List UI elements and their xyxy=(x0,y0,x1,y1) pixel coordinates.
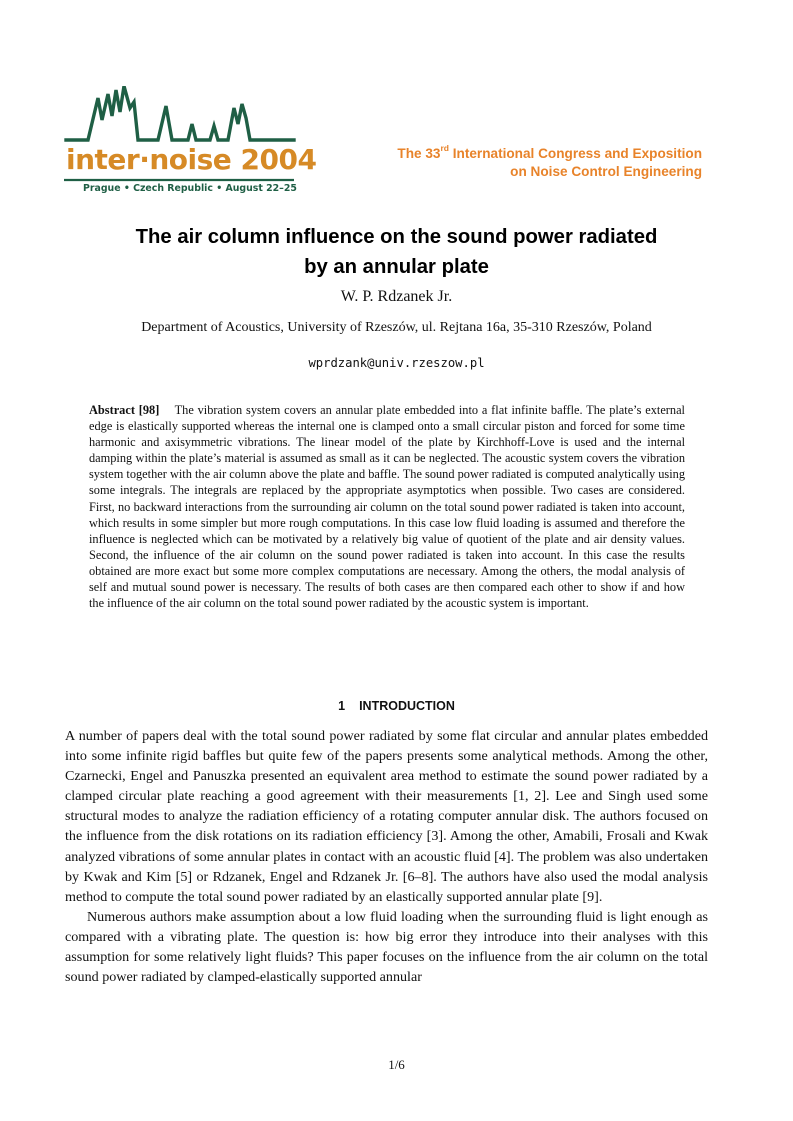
paragraph: A number of papers deal with the total sound power radiated by some flat circular and annular plates embedded into some infinite rigid baffles but quite few of the papers presents some analytical methods. Among the other, Czarnecki, Engel and Panuszka presented an equivalent area method to estimate the sound power radiated by a clamped circular plate reaching a good agreement with their measurements [1, 2]. Lee and Singh used some structural modes to analyze the radiation efficiency of a rotating computer annular disk. The authors focused on the influence from the disk rotations on its radiation efficiency [3]. Among the other, Amabili, Frosali and Kwak analyzed vibrations of some annular plates in contact with an acoustic fluid [4]. The problem was also undertaken by Kwak and Kim [5] or Rdzanek, Engel and Rdzanek Jr. [6–8]. The authors have also used the modal analysis method to compute the total sound power radiated by an elastically supported annular plate [9]. xyxy=(65,728,708,905)
section-heading xyxy=(0,699,793,713)
section-body xyxy=(65,726,708,987)
abstract xyxy=(89,402,685,611)
section-number: 1 xyxy=(338,699,346,713)
page-number: 1/6 xyxy=(388,1057,405,1072)
paper-title xyxy=(60,222,733,282)
logo-tagline: Prague • Czech Republic • August 22–25 xyxy=(83,183,297,194)
author: W. P. Rdzanek Jr. xyxy=(340,288,453,305)
conference-name xyxy=(397,145,702,181)
abstract-text: The vibration system covers an annular plate embedded into a flat infinite baffle. The plate’s external edge is elastically supported whereas the internal one is clamped onto a small circular piston and forced for some time harmonic and axisymmetric vibrations. The linear model of the plate by Kirchhoff-Love is used and the internal damping within the plate’s material is assumed as small as it can be neglected. The acoustic system covers the vibration system together with the air column above the plate and baffle. The sound power radiated is computed analytically using some integrals. The integrals are replaced by the appropriate asymptotics when possible. Two cases are considered. First, no backward interactions from the surrounding air column on the total sound power radiated is taken into account, which results in some simpler but more rough computations. In this case low fluid loading is assumed and therefore the influence is neglected which can be motivated by a relatively big value of quotient of the plate and air density values. Second, the influence of the air column on the sound power radiated is taken into account. In this case the results obtained are more exact but some more complex computations are necessary. Among the others, the modal analysis of self and mutual sound power is necessary. The results of both cases are then compared each other to show if and how the influence of the air column on the total sound power radiated by the acoustic system is important. xyxy=(89,403,685,611)
title-line-1: The air column influence on the sound power radiated xyxy=(135,226,658,248)
conference-logo-icon xyxy=(62,86,298,196)
logo-wordmark: inter·noise 2004 xyxy=(66,143,317,176)
author-email[interactable]: wprdzank@univ.rzeszow.pl xyxy=(308,356,485,370)
abstract-label: Abstract [98] xyxy=(89,403,160,417)
skyline-icon xyxy=(66,86,294,140)
conference-line-1: The 33rd International Congress and Exposition xyxy=(397,143,702,161)
affiliation: Department of Acoustics, University of Rzeszów, ul. Rejtana 16a, 35-310 Rzeszów, Poland xyxy=(141,320,652,335)
section-title: INTRODUCTION xyxy=(359,699,455,713)
title-line-2: by an annular plate xyxy=(304,256,489,278)
paragraph: Numerous authors make assumption about a low fluid loading when the surrounding fluid is light enough as compared with a vibrating plate. The question is: how big error they introduce into their analyses with this assumption for some relatively light fluids? This paper focuses on the influence from the air column on the total sound power radiated by clamped-elastically supported annular xyxy=(65,908,708,986)
conference-line-2: on Noise Control Engineering xyxy=(510,164,702,179)
